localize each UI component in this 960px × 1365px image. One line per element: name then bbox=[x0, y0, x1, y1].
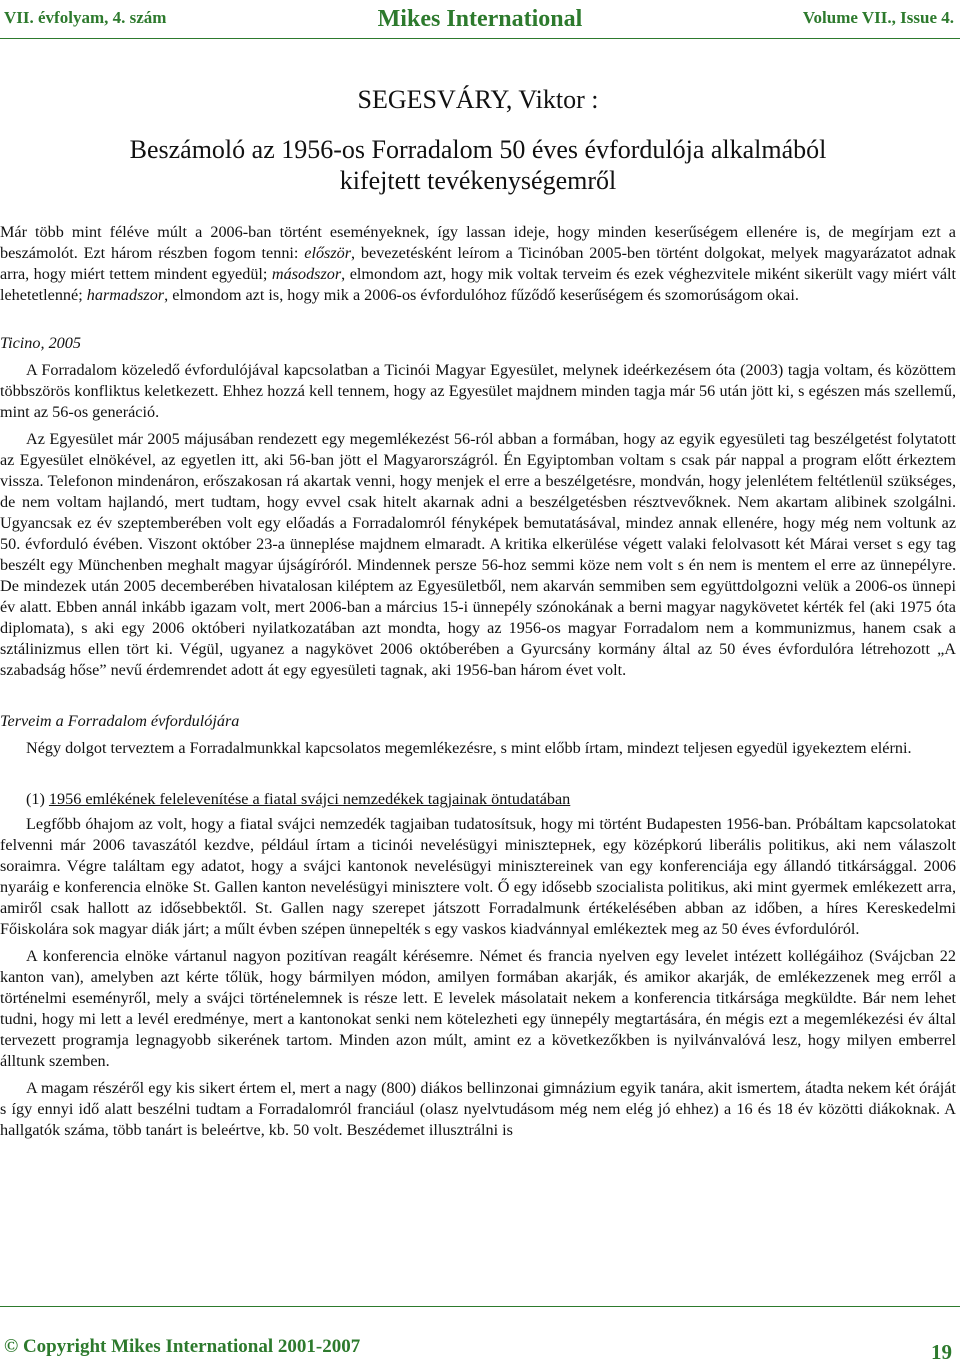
intro-text-a: Már több mint féléve múlt a 2006-ban történt eseményeknek, így lassan ideje, hogy minden keserűségem ellenére is, de megírjam ezt a beszámolót. Ezt három részben fogom tenni: bbox=[0, 223, 956, 262]
plan-item-1-heading bbox=[0, 789, 956, 810]
header-publication: Mikes International bbox=[377, 6, 583, 32]
intro-emphasis-1: először bbox=[304, 244, 352, 262]
intro-paragraph bbox=[0, 222, 956, 306]
plan-item-1-title: 1956 emlékének felelevenítése a fiatal svájci nemzedékek tagjainak öntudatában bbox=[48, 790, 571, 808]
intro-text-b: , bevezetésként leírom a Ticinóban 2005-ben történt dolgokat, melyek magyarázatot adnak arra, hogy miért tettem mindent egyedül; bbox=[0, 244, 956, 283]
intro-emphasis-2: másodszor bbox=[271, 265, 342, 283]
plan-item-1-paragraph-1: Legfőbb óhajom az volt, hogy a fiatal svájci nemzedék tagjaiban tudatosítsuk, hogy mi történt Budapesten 1956-ban. Próbáltam kapcsolatokat felvenni már 2006 tavaszától kezdve, például írtam a ticinói nevelésügyi minisztернek, egy középkorú liberális politikus, aki nem válaszolt soraimra. Végre találtam egy adatot, hogy a svájci kantonok nevelésügyi minisztereinek van egy konferenciája egy állandó titkársággal. 2006 nyaráig e konferencia elnöke St. Gallen kanton nevelésügyi minisztere volt. Ő egy idősebb szocialista politikus, aki mint gyermek emlékezett arra, amiről csak hallott az idősebbektől. St. Gallen nagy szerepet játszott Forradalmunk értékelésében abban az időben, a híres Kereskedelmi Főiskolára sok magyar diák járt; a műlt évben szépen ünnepelték s egy vaskos kiadvánnyal emlékeztek meg az 50 éves évfordulóról. bbox=[0, 815, 956, 938]
article-author: SEGESVÁRY, Viktor : bbox=[357, 85, 599, 114]
plan-item-1-number: (1) bbox=[26, 790, 49, 808]
section-heading-ticino: Ticino, 2005 bbox=[0, 334, 81, 352]
page-number: 19 bbox=[931, 1340, 952, 1364]
footer-rule bbox=[0, 1306, 960, 1307]
article-title-line2: kifejtett tevékenységemről bbox=[339, 166, 617, 195]
header-rule bbox=[0, 38, 960, 39]
article-body bbox=[0, 82, 956, 1141]
footer-copyright: © Copyright Mikes International 2001-2007 bbox=[4, 1336, 361, 1357]
article-title-line1: Beszámoló az 1956-os Forradalom 50 éves évfordulója alkalmából bbox=[129, 135, 827, 164]
intro-emphasis-3: harmadszor bbox=[86, 286, 165, 304]
intro-text-d: , elmondom azt is, hogy mik a 2006-os évfordulóhoz fűződő keserűségem és szomorúságom okai. bbox=[164, 286, 799, 304]
page-footer bbox=[0, 1332, 960, 1364]
plan-item-1-paragraph-2: A konferencia elnöke vártanul nagyon pozitívan reagált kérésemre. Német és francia nyelven egy levelet intézett kollégáihoz (Svájcban 22 kanton van), amelyben azt kérte tőlük, hogy bármilyen módon, amilyen formában akarják, és amikor akarják, de emlékezzenek meg erről a történelmi eseményről, mely a svájci történelemnek is része lett. E levelek másolatait nekem a konferencia titkársága megküldte. Bár nem lehet tudni, hogy mi lett a levél eredménye, mert a kantonokat senki nem kötelezheti egy ünnepély megtartására, én mégis ezt a megemlékezési év által tervezett programja legnagyobb sikerének tartom. Minden azon múlt, amint ez a következőkben is nyilvánvalóvá lesz, hogy milyen emberrel álltunk szemben. bbox=[0, 947, 956, 1070]
plans-paragraph-1: Négy dolgot terveztem a Forradalmunkkal kapcsolatos megemlékezésre, s mint előbb írtam, mindezt teljesen egyedül igyekeztem elérni. bbox=[26, 739, 912, 757]
page-header bbox=[0, 4, 960, 34]
plan-item-1-paragraph-3: A magam részéről egy kis sikert értem el, mert a nagy (800) diákos bellinzonai gimnázium egyik tanára, akit ismertem, átadta nekem két óráját s így ennyi idő alatt beszélni tudtam a Forradalomról franciául (olasz nyelvtudásom még nem elég jó ehhez) a 16 és 18 év közötti diákoknak. A hallgatók száma, több tanárt is beleértve, kb. 50 volt. Beszédemet illusztrálni is bbox=[0, 1079, 956, 1139]
section-heading-plans: Terveim a Forradalom évfordulójára bbox=[0, 712, 240, 730]
header-volume-en: Volume VII., Issue 4. bbox=[802, 8, 954, 27]
header-volume-hu: VII. évfolyam, 4. szám bbox=[4, 8, 167, 27]
article-title bbox=[0, 134, 956, 196]
ticino-paragraph-1: A Forradalom közeledő évfordulójával kapcsolatban a Ticinói Magyar Egyesület, melynek ideérkezésem óta (2003) tagja voltam, és közöttem többszörös konfliktus keletkezett. Ehhez hozzá kell tennem, hogy az Egyesület majdnem minden tagja már 56 után jött ki, s egészen más szellemű, mint az 56-os generáció. bbox=[0, 361, 956, 421]
intro-text-c: , elmondom azt, hogy mik voltak terveim és ezek véghezvitele miként sikerült vagy miért vált lehetetlenné; bbox=[0, 265, 956, 304]
ticino-paragraph-2: Az Egyesület már 2005 májusában rendezett egy megemlékezést 56-ról abban a formában, hogy az egyik egyesületi tag beszélgetést folytatott az Egyesület elnökével, az egyetlen itt, aki 56-ban jött el Magyarországról. Én Egyiptomban voltam s csak pár nappal a program előtt érkeztem vissza. Telefonon mindenáron, erőszakosan rá akartak venni, hogy menjek el erre a beszélgetésre, mondván, hogy jelenlétem feltétlenül szükséges, de nem voltam hajlandó, mert tudtam, hogy evvel csak hitelt akarnak adni a beszélgetésben résztvevőknek. Nem akartam alibinek szolgálni. Ugyancsak ez év szeptemberében volt egy előadás a Forradalomról fényképek bemutatásával, mindez annak ellenére, hogy még nem voltunk az 50. évforduló évében. Viszont október 23-a ünneplése majdnem elmaradt. A kritika elkerülése végett valaki felolvasott két Márai verset s egy tag beszélt egy Münchenben meghalt magyar újságíróról. Mindennek persze 56-hoz semmi köze nem volt s én nem is mentem el erre az ünnepélyre. De mindezek után 2005 decemberében hivatalosan kiléptem az Egyesületből, nem akarván semmiben sem együttdolgozni velük a 2006-os ünnepi év alatt. Ebben annál inkább igazam volt, mert 2006-ban a március 15-i ünnepély szónokának a berni magyar nagykövetet kérték fel (aki 1975 óta diplomata), s aki egy 2006 októberi nyilatkozatában azt mondta, hogy az 1956-os magyar Forradalom nem a kommunizmus, hanem csak a sztálinizmus ellen tört ki. Végül, ugyanez a nagykövet 2006 októberében a Gyurcsány kormány által az 50 éves évfordulóra létrehozott „A szabadság hőse” nevű érdemrendet adott át egy egyesületi tagnak, aki 1956-ban három évet volt. bbox=[0, 430, 956, 679]
